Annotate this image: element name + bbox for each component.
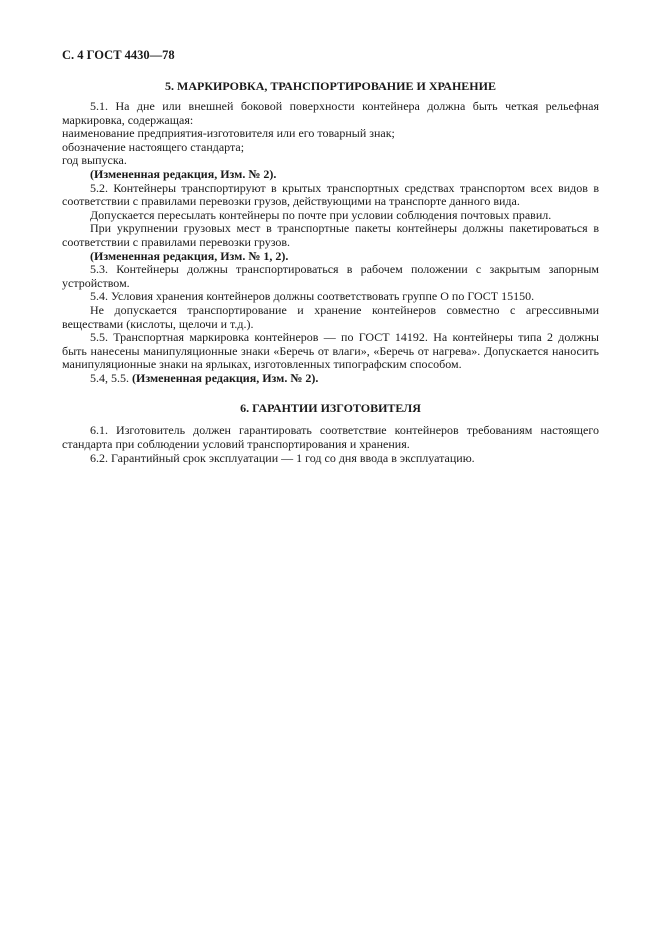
revision-note-3-text: (Измененная редакция, Изм. № 2). [132,370,319,385]
revision-note-3-prefix: 5.4, 5.5. [90,370,132,385]
revision-note-1: (Измененная редакция, Изм. № 2). [90,166,277,181]
revision-note-2: (Измененная редакция, Изм. № 1, 2). [90,248,289,263]
clause-5-4: 5.4. Условия хранения контейнеров должны соответствовать группе О по ГОСТ 15150. [90,289,535,304]
running-head: С. 4 ГОСТ 4430—78 [62,48,175,62]
clause-5-5: 5.5. Транспортная маркировка контейнеров — по ГОСТ 14192. На контейнеры типа 2 должны быть нанесены манипуляционные знаки «Беречь от влаги», «Беречь от нагрева». Допускается наносить манипуляционные знаки на ярлыках, изготовленных типографским способом. [62,330,599,372]
clause-5-1-item-1: наименование предприятия-изготовителя или его товарный знак; [62,126,395,141]
revision-note-3 [62,372,599,386]
clause-6-1: 6.1. Изготовитель должен гарантировать соответствие контейнеров требованиям настоящего стандарта при соблюдении условий транспортирования и хранения. [62,423,599,452]
clause-5-1-item-2: обозначение настоящего стандарта; [62,139,245,154]
clause-5-1-item-3: год выпуска. [62,153,127,168]
section-5-title: 5. МАРКИРОВКА, ТРАНСПОРТИРОВАНИЕ И ХРАНЕНИЕ [165,79,496,93]
clause-5-1: 5.1. На дне или внешней боковой поверхности контейнера должна быть четкая рельефная маркировка, содержащая: [62,99,599,127]
clause-5-2: 5.2. Контейнеры транспортируют в крытых транспортных средствах транспортом всех видов в соответствии с правилами перевозки грузов, действующими на транспорте данного вида. [62,180,599,209]
document-page [62,48,599,465]
section-6-title: 6. ГАРАНТИИ ИЗГОТОВИТЕЛЯ [240,401,421,416]
clause-5-2-packaging: При укрупнении грузовых мест в транспортные пакеты контейнеры должны пакетироваться в соответствии с правилами перевозки грузов. [62,221,599,249]
clause-5-3: 5.3. Контейнеры должны транспортироваться в рабочем положении с закрытым запорным устройством. [62,262,599,290]
clause-5-2-mail: Допускается пересылать контейнеры по почте при условии соблюдения почтовых правил. [90,207,552,222]
clause-6-2: 6.2. Гарантийный срок эксплуатации — 1 год со дня ввода в эксплуатацию. [90,450,475,465]
clause-5-4-restriction: Не допускается транспортирование и хранение контейнеров совместно с агрессивными веществами (кислоты, щелочи и т.д.). [62,302,599,331]
